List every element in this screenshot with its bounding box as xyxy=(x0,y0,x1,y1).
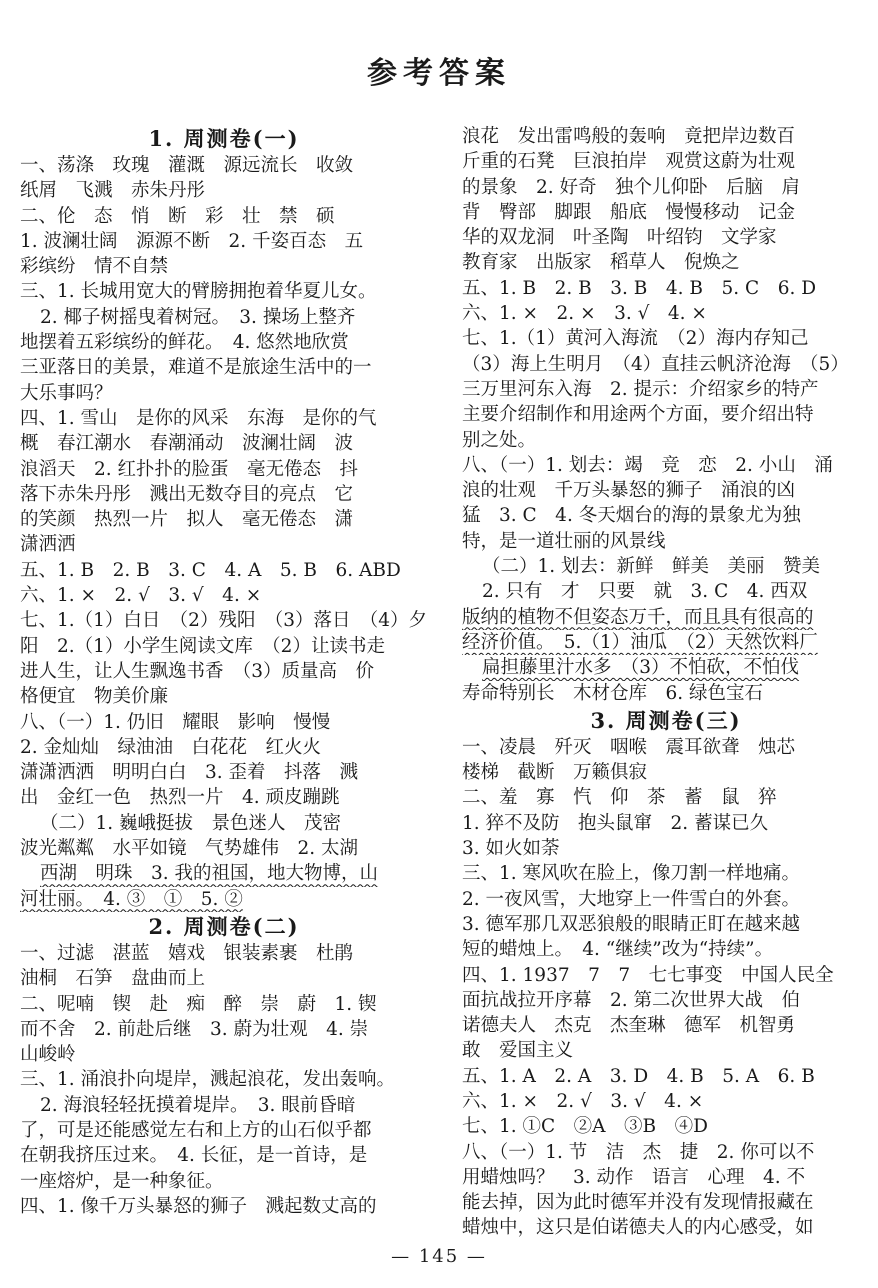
answer-line: 2. 只有 才 只要 就 3. C 4. 西双 xyxy=(482,581,808,603)
answer-line: 进人生，让人生飘逸书香 （3）质量高 价 xyxy=(20,660,375,682)
answer-line: 特，是一道壮丽的风景线 xyxy=(462,530,666,552)
page-title: 参考答案 xyxy=(367,56,511,91)
answer-line: 五、1. A 2. A 3. D 4. B 5. A 6. B xyxy=(462,1065,815,1087)
answer-line: 六、1. × 2. √ 3. √ 4. × xyxy=(462,1090,704,1112)
answer-line: 2. 金灿灿 绿油油 白花花 红火火 xyxy=(20,736,322,758)
answer-line: 寿命特别长 木材仓库 6. 绿色宝石 xyxy=(462,682,764,704)
answer-line xyxy=(462,630,870,655)
answer-line: 八、（一）1. 节 洁 杰 捷 2. 你可以不 xyxy=(462,1141,815,1163)
answer-line: 五、1. B 2. B 3. B 4. B 5. C 6. D xyxy=(462,277,817,299)
wavy-underlined-text: 河壮丽。 4. ③ ① 5. ② xyxy=(20,888,243,910)
answer-line: 二、呢喃 锲 赴 痴 醉 崇 蔚 1. 锲 xyxy=(20,993,377,1015)
answer-line: 三、1. 涌浪扑向堤岸，溅起浪花，发出轰响。 xyxy=(20,1069,396,1091)
right-column xyxy=(462,124,870,1241)
answer-line: 地摆着五彩缤纷的鲜花。 4. 悠然地欣赏 xyxy=(20,332,349,354)
answer-line: 七、1.（1）白日 （2）残阳 （3）落日 （4）夕 xyxy=(20,610,427,632)
answer-line: 诺德夫人 杰克 杰奎琳 德军 机智勇 xyxy=(462,1015,796,1037)
answer-line: 能去掉，因为此时德军并没有发现情报藏在 xyxy=(462,1192,814,1214)
answer-line: 一座熔炉，是一种象征。 xyxy=(20,1170,224,1192)
answer-line: 出 金红一色 热烈一片 4. 顽皮蹦跳 xyxy=(20,787,340,809)
answer-line: 三、1. 长城用宽大的臂膀拥抱着华夏儿女。 xyxy=(20,281,377,303)
answer-line: 而不舍 2. 前赴后继 3. 蔚为壮观 4. 崇 xyxy=(20,1018,369,1040)
answer-line: 楼梯 截断 万籁俱寂 xyxy=(462,762,648,784)
answer-line: 别之处。 xyxy=(462,429,537,451)
section-title: 1. 周测卷(一) xyxy=(148,126,300,151)
answer-line: 猛 3. C 4. 冬天烟台的海的景象尤为独 xyxy=(462,505,801,527)
answer-line: 2. 一夜风雪，大地穿上一件雪白的外套。 xyxy=(462,888,801,910)
answer-line: 二、羞 寡 忾 仰 茶 蓄 鼠 猝 xyxy=(462,787,777,809)
answer-line: 蜡烛中，这只是伯诺德夫人的内心感受，如 xyxy=(462,1217,814,1239)
answer-line: 2. 椰子树摇曳着树冠。 3. 操场上整齐 xyxy=(40,306,356,328)
answer-line: 的笑颜 热烈一片 拟人 毫无倦态 潇 xyxy=(20,509,354,531)
answer-line: 短的蜡烛上。 4. “继续”改为“持续”。 xyxy=(462,939,774,961)
answer-line: 3. 德军那几双恶狼般的眼睛正盯在越来越 xyxy=(462,913,801,935)
answer-line: 浪的壮观 千万头暴怒的狮子 涌浪的凶 xyxy=(462,480,796,502)
answer-line xyxy=(20,861,428,886)
answer-line: 概 春江潮水 春潮涌动 波澜壮阔 波 xyxy=(20,433,354,455)
answer-line: 1. 猝不及防 抱头鼠窜 2. 蓄谋已久 xyxy=(462,812,769,834)
answer-line: 在朝我挤压过来。 4. 长征，是一首诗，是 xyxy=(20,1145,368,1167)
answer-line: 七、1.（1）黄河入海流 （2）海内存知己 xyxy=(462,328,809,350)
answer-line: 八、（一）1. 仍旧 耀眼 影响 慢慢 xyxy=(20,711,331,733)
section-title: 2. 周测卷(二) xyxy=(148,913,300,939)
answer-line: 用蜡烛吗？ 3. 动作 语言 心理 4. 不 xyxy=(462,1166,806,1188)
answer-line: 四、1. 1937 7 7 七七事变 中国人民全 xyxy=(462,964,834,986)
answer-line: （二）1. 巍峨挺拔 景色迷人 茂密 xyxy=(40,812,342,834)
answer-line: 山峻岭 xyxy=(20,1044,76,1066)
answer-line: 格便宜 物美价廉 xyxy=(20,686,169,708)
answer-line: 敢 爱国主义 xyxy=(462,1040,574,1062)
answer-line: 3. 如火如荼 xyxy=(462,838,560,860)
answer-line: 浪花 发出雷鸣般的轰响 竟把岸边数百 xyxy=(462,126,796,147)
answer-line: 2. 海浪轻轻抚摸着堤岸。 3. 眼前昏暗 xyxy=(40,1094,356,1116)
answer-line: （二）1. 划去：新鲜 鲜美 美丽 赞美 xyxy=(482,556,821,578)
answer-line: 一、凌晨 歼灭 咽喉 震耳欲聋 烛芯 xyxy=(462,736,796,758)
page-number: — 145 — xyxy=(391,1246,487,1267)
answer-line: 大乐事吗？ xyxy=(20,382,113,404)
answer-line: 主要介绍制作和用途两个方面，要介绍出特 xyxy=(462,404,814,426)
answer-line: 二、伦 态 悄 断 彩 壮 禁 硕 xyxy=(20,205,335,227)
answer-line: 浪滔天 2. 红扑扑的脸蛋 毫无倦态 抖 xyxy=(20,458,359,480)
wavy-underlined-text: 西湖 明珠 3. 我的祖国，地大物博，山 xyxy=(40,863,379,885)
answer-line: 阳 2.（1）小学生阅读文库 （2）让读书走 xyxy=(20,635,385,657)
answer-line: 六、1. × 2. × 3. √ 4. × xyxy=(462,303,707,325)
answer-line xyxy=(20,887,428,912)
answer-line: 三、1. 寒风吹在脸上，像刀割一样地痛。 xyxy=(462,863,801,885)
answer-line: 潇潇洒洒 明明白白 3. 歪着 抖落 溅 xyxy=(20,762,359,784)
answer-line: 四、1. 雪山 是你的风采 东海 是你的气 xyxy=(20,407,377,429)
answer-line: 纸屑 飞溅 赤朱丹彤 xyxy=(20,180,206,202)
answer-line: 四、1. 像千万头暴怒的狮子 溅起数丈高的 xyxy=(20,1195,377,1217)
section-title: 3. 周测卷(三) xyxy=(590,707,742,733)
answer-line: 八、（一）1. 划去：竭 竞 恋 2. 小山 涌 xyxy=(462,454,833,476)
answer-line: 一、过滤 湛蓝 嬉戏 银装素裹 杜鹃 xyxy=(20,942,354,964)
answer-line: （3）海上生明月 （4）直挂云帆济沧海 （5） xyxy=(462,353,849,375)
left-column xyxy=(20,124,428,1219)
wavy-underlined-text: 扁担藤里汁水多 （3）不怕砍，不怕伐 xyxy=(482,657,800,679)
answer-line: 面抗战拉开序幕 2. 第二次世界大战 伯 xyxy=(462,989,801,1011)
wavy-underlined-text: 版纳的植物不但姿态万千，而且具有很高的 xyxy=(462,606,814,628)
answer-line: 波光粼粼 水平如镜 气势雄伟 2. 太湖 xyxy=(20,838,359,860)
answer-line: 1. 波澜壮阔 源源不断 2. 千姿百态 五 xyxy=(20,230,364,252)
answer-line: 七、1. ①C ②A ③B ④D xyxy=(462,1116,708,1138)
answer-line: 落下赤朱丹彤 溅出无数夺目的亮点 它 xyxy=(20,483,354,505)
wavy-underlined-text: 经济价值。 5.（1）油瓜 （2）天然饮料厂 xyxy=(462,631,818,653)
answer-line: 三万里河东入海 2. 提示：介绍家乡的特产 xyxy=(462,378,819,400)
answer-line: 潇洒洒 xyxy=(20,534,76,556)
answer-line: 了，可是还能感觉左右和上方的山石似乎都 xyxy=(20,1119,372,1141)
answer-line: 三亚落日的美景，难道不是旅途生活中的一 xyxy=(20,357,372,379)
answer-line: 六、1. × 2. √ 3. √ 4. × xyxy=(20,585,262,607)
answer-line: 教育家 出版家 稻草人 倪焕之 xyxy=(462,252,740,274)
answer-line: 彩缤纷 情不自禁 xyxy=(20,256,169,278)
answer-line: 斤重的石凳 巨浪拍岸 观赏这蔚为壮观 xyxy=(462,151,796,173)
answer-line: 一、荡涤 玫瑰 灌溉 源远流长 收敛 xyxy=(20,155,354,176)
answer-line: 华的双龙洞 叶圣陶 叶绍钧 文学家 xyxy=(462,227,777,249)
answer-line: 油桐 石笋 盘曲而上 xyxy=(20,968,206,990)
answer-line xyxy=(462,605,870,630)
answer-line xyxy=(462,655,870,680)
answer-line: 背 臀部 脚跟 船底 慢慢移动 记金 xyxy=(462,201,796,223)
answer-line: 五、1. B 2. B 3. C 4. A 5. B 6. ABD xyxy=(20,559,401,581)
answer-line: 的景象 2. 好奇 独个儿仰卧 后脑 肩 xyxy=(462,176,801,198)
